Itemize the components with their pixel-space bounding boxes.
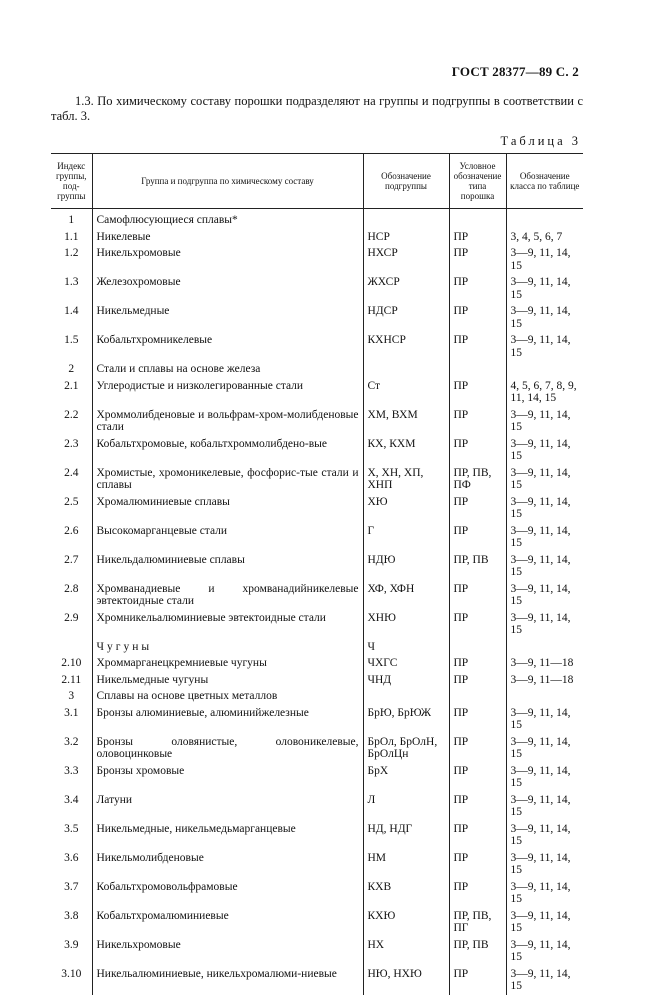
row-group-name: Стали и сплавы на основе железа — [92, 361, 363, 378]
row-powder-type: ПР — [449, 821, 506, 850]
table-row — [51, 937, 583, 966]
row-group-name: Латуни — [92, 792, 363, 821]
row-designation: НДЮ — [363, 552, 449, 581]
row-index: 2.2 — [64, 408, 79, 421]
row-group-name: Никельхромовые — [92, 937, 363, 966]
table-row — [51, 821, 583, 850]
row-group-name: Никельмолибденовые — [92, 850, 363, 879]
row-group-name: Железохромовые — [92, 274, 363, 303]
row-designation: Х, ХН, ХП, ХНП — [363, 465, 449, 494]
row-designation: НЮ, НХЮ — [363, 966, 449, 995]
row-designation: НМ — [363, 850, 449, 879]
row-index: 3.7 — [64, 880, 79, 893]
row-group-name: Бронзы хромовые — [92, 763, 363, 792]
row-class: 3—9, 11, 14, 15 — [506, 274, 583, 303]
row-group-name: Углеродистые и низколегированные стали — [92, 378, 363, 407]
page-header: ГОСТ 28377—89 С. 2 — [451, 64, 579, 79]
row-group-name: Никелевые — [92, 229, 363, 246]
row-index: 3.3 — [64, 764, 79, 777]
row-powder-type: ПР — [449, 655, 506, 672]
row-powder-type: ПР — [449, 610, 506, 639]
row-group-name: Никельалюминиевые, никельхромалюми-ниевые — [92, 966, 363, 995]
row-index: 3.10 — [61, 967, 82, 980]
header-designation: Обозначение подгруппы — [363, 154, 449, 209]
row-powder-type: ПР — [449, 879, 506, 908]
row-class: 4, 5, 6, 7, 8, 9, 11, 14, 15 — [506, 378, 583, 407]
table-row — [51, 436, 583, 465]
table-row — [51, 229, 583, 246]
row-class — [506, 361, 583, 378]
row-class: 3—9, 11, 14, 15 — [506, 763, 583, 792]
row-index: 3.5 — [64, 822, 79, 835]
row-designation: ЧХГС — [363, 655, 449, 672]
row-class: 3—9, 11, 14, 15 — [506, 494, 583, 523]
row-group-name: Никельмедные — [92, 303, 363, 332]
row-powder-type — [449, 361, 506, 378]
intro-paragraph: 1.3. По химическому составу порошки подразделяют на группы и подгруппы в соответствии с табл. 3. — [51, 94, 583, 123]
row-group-name: Никельдалюминиевые сплавы — [92, 552, 363, 581]
row-index: 2.10 — [61, 657, 82, 669]
header-index: Индекс группы, под-группы — [51, 154, 92, 209]
row-powder-type: ПР — [449, 494, 506, 523]
row-index: 2.3 — [64, 437, 79, 450]
row-designation: Ч — [363, 639, 449, 656]
header-group-name: Группа и подгруппа по химическому составу — [92, 154, 363, 209]
row-powder-type: ПР, ПВ, ПФ — [449, 465, 506, 494]
table-body — [51, 209, 583, 995]
row-index: 3.4 — [64, 793, 79, 806]
row-group-name: Никельмедные, никельмедьмарганцевые — [92, 821, 363, 850]
row-class: 3—9, 11, 14, 15 — [506, 581, 583, 610]
row-class: 3—9, 11, 14, 15 — [506, 879, 583, 908]
table-row — [51, 610, 583, 639]
row-powder-type — [449, 209, 506, 229]
row-index: 1.4 — [64, 305, 79, 317]
table-row — [51, 378, 583, 407]
row-powder-type: ПР — [449, 229, 506, 246]
row-designation: БрХ — [363, 763, 449, 792]
row-powder-type: ПР — [449, 523, 506, 552]
row-group-name: Хроммолибденовые и вольфрам-хром-молибденовые стали — [92, 407, 363, 436]
row-group-name: Кобальтхромникелевые — [92, 332, 363, 361]
row-class: 3—9, 11, 14, 15 — [506, 465, 583, 494]
row-designation: НСР — [363, 229, 449, 246]
row-powder-type: ПР — [449, 303, 506, 332]
row-designation: ХМ, ВХМ — [363, 407, 449, 436]
row-designation: КХВ — [363, 879, 449, 908]
row-index: 2.4 — [64, 466, 79, 479]
row-class — [506, 688, 583, 705]
row-class: 3—9, 11, 14, 15 — [506, 821, 583, 850]
row-designation — [363, 209, 449, 229]
row-index: 3.8 — [64, 909, 79, 922]
row-class: 3, 4, 5, 6, 7 — [506, 229, 583, 246]
row-designation: ЧНД — [363, 672, 449, 689]
row-powder-type: ПР, ПВ — [449, 552, 506, 581]
row-index: 2.7 — [64, 553, 79, 566]
row-designation — [363, 688, 449, 705]
row-class: 3—9, 11, 14, 15 — [506, 850, 583, 879]
row-class: 3—9, 11, 14, 15 — [506, 407, 583, 436]
table-row — [51, 850, 583, 879]
row-class — [506, 209, 583, 229]
table-row — [51, 245, 583, 274]
row-index — [51, 639, 92, 656]
row-index: 3.1 — [64, 706, 79, 719]
row-designation: Г — [363, 523, 449, 552]
row-powder-type: ПР — [449, 850, 506, 879]
row-index: 1.3 — [64, 276, 79, 288]
row-powder-type — [449, 639, 506, 656]
row-designation: НХ — [363, 937, 449, 966]
table-row — [51, 209, 583, 229]
row-group-name: Хромалюминиевые сплавы — [92, 494, 363, 523]
table-row — [51, 581, 583, 610]
row-powder-type: ПР — [449, 763, 506, 792]
row-index: 3 — [68, 690, 75, 702]
row-index: 3.2 — [64, 735, 79, 748]
table-row — [51, 734, 583, 763]
row-designation: ХЮ — [363, 494, 449, 523]
row-group-name: Хроммарганецкремниевые чугуны — [92, 655, 363, 672]
table-row — [51, 879, 583, 908]
row-group-name: Бронзы алюминиевые, алюминийжелезные — [92, 705, 363, 734]
table-row — [51, 655, 583, 672]
row-class: 3—9, 11, 14, 15 — [506, 552, 583, 581]
table-row — [51, 672, 583, 689]
row-index: 3.6 — [64, 851, 79, 864]
row-designation: БрЮ, БрЮЖ — [363, 705, 449, 734]
row-designation: ХНЮ — [363, 610, 449, 639]
row-class — [506, 639, 583, 656]
row-powder-type: ПР — [449, 332, 506, 361]
table-row — [51, 407, 583, 436]
table-row — [51, 274, 583, 303]
row-index: 3.9 — [64, 938, 79, 951]
row-class: 3—9, 11—18 — [506, 672, 583, 689]
row-class: 3—9, 11, 14, 15 — [506, 937, 583, 966]
row-group-name: Высокомарганцевые стали — [92, 523, 363, 552]
table-row — [51, 763, 583, 792]
row-class: 3—9, 11, 14, 15 — [506, 908, 583, 937]
table-row — [51, 361, 583, 378]
row-index: 2.5 — [64, 495, 79, 508]
row-powder-type: ПР — [449, 274, 506, 303]
row-powder-type: ПР — [449, 792, 506, 821]
row-class: 3—9, 11, 14, 15 — [506, 966, 583, 995]
row-index: 2 — [68, 363, 75, 375]
table-row — [51, 639, 583, 656]
row-group-name: Чугуны — [92, 639, 363, 656]
alloy-groups-table — [51, 153, 583, 995]
table-label: Таблица 3 — [500, 134, 581, 148]
table-row — [51, 908, 583, 937]
row-group-name: Бронзы оловянистые, оловоникелевые, оловоцинковые — [92, 734, 363, 763]
row-designation: КХ, КХМ — [363, 436, 449, 465]
table-row — [51, 494, 583, 523]
row-class: 3—9, 11, 14, 15 — [506, 734, 583, 763]
row-class: 3—9, 11, 14, 15 — [506, 610, 583, 639]
row-designation — [363, 361, 449, 378]
row-index: 1 — [68, 214, 75, 226]
row-group-name: Никельмедные чугуны — [92, 672, 363, 689]
row-powder-type: ПР — [449, 581, 506, 610]
row-class: 3—9, 11, 14, 15 — [506, 436, 583, 465]
row-index: 2.1 — [64, 379, 79, 392]
row-powder-type — [449, 688, 506, 705]
row-powder-type: ПР — [449, 672, 506, 689]
row-group-name: Кобальтхромалюминиевые — [92, 908, 363, 937]
row-powder-type: ПР, ПВ, ПГ — [449, 908, 506, 937]
row-class: 3—9, 11—18 — [506, 655, 583, 672]
row-powder-type: ПР — [449, 378, 506, 407]
header-powder-type: Условное обозначение типа порошка — [449, 154, 506, 209]
table-row — [51, 705, 583, 734]
row-group-name: Хромистые, хромоникелевые, фосфорис-тые стали и сплавы — [92, 465, 363, 494]
row-group-name: Самофлюсующиеся сплавы* — [92, 209, 363, 229]
table-header-row — [51, 154, 583, 209]
row-group-name: Хромникельалюминиевые эвтектоидные стали — [92, 610, 363, 639]
row-index: 2.11 — [61, 673, 82, 686]
table-row — [51, 688, 583, 705]
row-index: 1.2 — [64, 247, 79, 259]
row-group-name: Никельхромовые — [92, 245, 363, 274]
row-class: 3—9, 11, 14, 15 — [506, 705, 583, 734]
row-designation: КХЮ — [363, 908, 449, 937]
row-designation: НХСР — [363, 245, 449, 274]
row-designation: КХНСР — [363, 332, 449, 361]
row-group-name: Кобальтхромовые, кобальтхроммолибдено-вые — [92, 436, 363, 465]
table-row — [51, 465, 583, 494]
row-powder-type: ПР — [449, 407, 506, 436]
row-class: 3—9, 11, 14, 15 — [506, 523, 583, 552]
row-class: 3—9, 11, 14, 15 — [506, 303, 583, 332]
row-powder-type: ПР — [449, 966, 506, 995]
table-row — [51, 966, 583, 995]
row-powder-type: ПР — [449, 436, 506, 465]
row-powder-type: ПР — [449, 734, 506, 763]
row-designation: ЖХСР — [363, 274, 449, 303]
header-class: Обозначение класса по таблице — [506, 154, 583, 209]
row-designation: Л — [363, 792, 449, 821]
row-index: 1.5 — [64, 334, 79, 346]
row-class: 3—9, 11, 14, 15 — [506, 792, 583, 821]
table-row — [51, 523, 583, 552]
row-group-name: Кобальтхромовольфрамовые — [92, 879, 363, 908]
row-group-name: Хромванадиевые и хромванадийникелевые эвтектоидные стали — [92, 581, 363, 610]
row-class: 3—9, 11, 14, 15 — [506, 332, 583, 361]
row-powder-type: ПР — [449, 705, 506, 734]
row-index: 2.9 — [64, 611, 79, 624]
row-powder-type: ПР — [449, 245, 506, 274]
row-index: 2.6 — [64, 524, 79, 537]
row-designation: НДСР — [363, 303, 449, 332]
table-row — [51, 552, 583, 581]
row-index: 2.8 — [64, 582, 79, 595]
row-index: 1.1 — [64, 230, 79, 243]
row-group-name: Сплавы на основе цветных металлов — [92, 688, 363, 705]
row-class: 3—9, 11, 14, 15 — [506, 245, 583, 274]
table-row — [51, 792, 583, 821]
row-powder-type: ПР, ПВ — [449, 937, 506, 966]
table-row — [51, 303, 583, 332]
row-designation: ХФ, ХФН — [363, 581, 449, 610]
row-designation: Ст — [363, 378, 449, 407]
table-row — [51, 332, 583, 361]
row-designation: НД, НДГ — [363, 821, 449, 850]
row-designation: БрОл, БрОлН, БрОлЦн — [363, 734, 449, 763]
